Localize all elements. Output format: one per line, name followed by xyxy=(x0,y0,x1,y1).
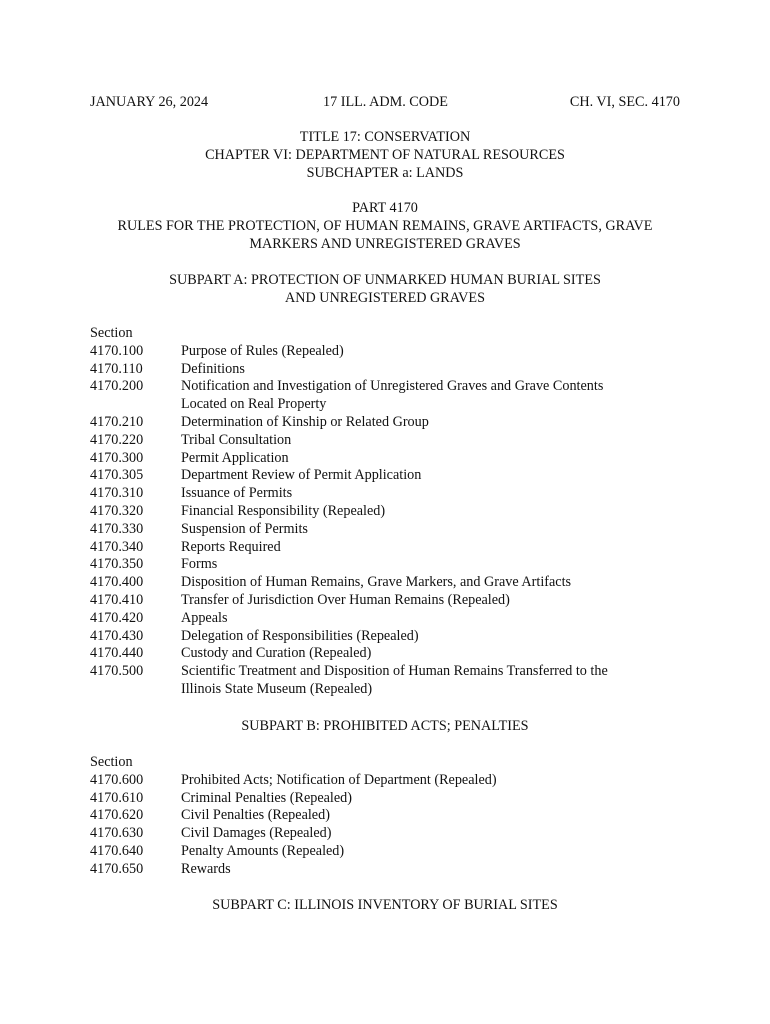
section-title: Suspension of Permits xyxy=(181,520,308,537)
section-title: Penalty Amounts (Repealed) xyxy=(181,842,345,859)
section-number: 4170.440 xyxy=(90,645,144,662)
section-entry xyxy=(90,825,680,843)
section-number: 4170.610 xyxy=(90,789,144,806)
part-heading xyxy=(80,200,690,253)
title-line: TITLE 17: CONSERVATION xyxy=(299,129,471,145)
section-number: 4170.350 xyxy=(90,556,144,573)
section-entry xyxy=(90,503,680,521)
section-number: 4170.640 xyxy=(90,842,144,859)
subchapter-line: SUBCHAPTER a: LANDS xyxy=(306,164,464,181)
section-number: 4170.320 xyxy=(90,502,144,519)
section-label: Section xyxy=(90,754,133,770)
section-number: 4170.110 xyxy=(90,360,143,377)
section-entry xyxy=(90,450,680,468)
section-number: 4170.500 xyxy=(90,663,144,680)
section-entry xyxy=(90,467,680,485)
section-number: 4170.420 xyxy=(90,609,144,626)
section-entry xyxy=(90,592,680,610)
section-entry xyxy=(90,361,680,379)
section-entry xyxy=(90,861,680,879)
section-number: 4170.410 xyxy=(90,591,144,608)
section-title: Criminal Penalties (Repealed) xyxy=(181,789,352,806)
section-title: Prohibited Acts; Notification of Department (Repealed) xyxy=(181,771,497,788)
subpart-c-heading-line: SUBPART C: ILLINOIS INVENTORY OF BURIAL SITES xyxy=(212,897,558,913)
part-title-line-2: MARKERS AND UNREGISTERED GRAVES xyxy=(249,235,521,252)
section-title: Notification and Investigation of Unregistered Graves and Grave Contents Located on Real Property xyxy=(181,378,604,413)
section-title: Transfer of Jurisdiction Over Human Remains (Repealed) xyxy=(181,591,510,608)
section-number: 4170.220 xyxy=(90,431,144,448)
section-title: Issuance of Permits xyxy=(181,485,293,502)
subpart-a-heading-line-1: SUBPART A: PROTECTION OF UNMARKED HUMAN BURIAL SITES xyxy=(169,272,601,288)
section-entry xyxy=(90,574,680,592)
section-title: Civil Damages (Repealed) xyxy=(181,825,332,842)
title-block xyxy=(80,129,690,182)
section-number: 4170.200 xyxy=(90,378,144,395)
running-header xyxy=(90,93,680,111)
section-entry xyxy=(90,663,680,699)
section-number: 4170.630 xyxy=(90,825,144,842)
section-number: 4170.330 xyxy=(90,520,144,537)
header-section: CH. VI, SEC. 4170 xyxy=(569,94,680,110)
section-entry xyxy=(90,645,680,663)
section-entry xyxy=(90,772,680,790)
section-number: 4170.305 xyxy=(90,467,144,484)
subpart-c-heading xyxy=(80,897,690,915)
section-entry xyxy=(90,610,680,628)
section-number: 4170.210 xyxy=(90,413,144,430)
section-entry xyxy=(90,343,680,361)
section-title: Determination of Kinship or Related Group xyxy=(181,413,429,430)
section-entry xyxy=(90,432,680,450)
section-number: 4170.300 xyxy=(90,449,144,466)
subpart-b-heading xyxy=(80,718,690,736)
section-title: Rewards xyxy=(181,860,231,877)
section-title: Department Review of Permit Application xyxy=(181,467,422,484)
section-title: Definitions xyxy=(181,360,245,377)
header-date: JANUARY 26, 2024 xyxy=(90,94,209,110)
section-entry xyxy=(90,485,680,503)
section-title: Disposition of Human Remains, Grave Markers, and Grave Artifacts xyxy=(181,574,572,591)
section-number: 4170.340 xyxy=(90,538,144,555)
section-number: 4170.100 xyxy=(90,342,144,359)
section-title: Delegation of Responsibilities (Repealed) xyxy=(181,627,419,644)
section-title: Purpose of Rules (Repealed) xyxy=(181,342,344,359)
chapter-line: CHAPTER VI: DEPARTMENT OF NATURAL RESOURCES xyxy=(205,146,565,163)
section-title: Reports Required xyxy=(181,538,281,555)
section-entry xyxy=(90,807,680,825)
section-number: 4170.400 xyxy=(90,574,144,591)
section-number: 4170.620 xyxy=(90,807,144,824)
section-number: 4170.430 xyxy=(90,627,144,644)
section-entry xyxy=(90,790,680,808)
section-number: 4170.650 xyxy=(90,860,144,877)
section-title: Scientific Treatment and Disposition of Human Remains Transferred to the Illinois State Museum (Repealed) xyxy=(181,663,608,697)
section-label: Section xyxy=(90,325,133,341)
section-title: Tribal Consultation xyxy=(181,431,292,448)
section-entry xyxy=(90,539,680,557)
section-entry xyxy=(90,378,680,414)
section-entry xyxy=(90,521,680,539)
section-title: Forms xyxy=(181,556,218,573)
section-title: Appeals xyxy=(181,609,228,626)
subpart-a-section-list xyxy=(90,325,680,699)
subpart-a-heading-line-2: AND UNREGISTERED GRAVES xyxy=(285,289,485,306)
section-entry xyxy=(90,556,680,574)
part-title-line-1: RULES FOR THE PROTECTION, OF HUMAN REMAINS, GRAVE ARTIFACTS, GRAVE xyxy=(117,217,653,234)
header-code: 17 ILL. ADM. CODE xyxy=(323,94,448,110)
section-entry xyxy=(90,843,680,861)
subpart-b-section-list xyxy=(90,754,680,879)
section-number: 4170.310 xyxy=(90,485,144,502)
subpart-b-heading-line: SUBPART B: PROHIBITED ACTS; PENALTIES xyxy=(241,718,529,734)
section-title: Financial Responsibility (Repealed) xyxy=(181,502,386,519)
part-number: PART 4170 xyxy=(352,200,418,216)
section-number: 4170.600 xyxy=(90,771,144,788)
subpart-a-heading xyxy=(80,272,690,308)
section-entry xyxy=(90,414,680,432)
section-entry xyxy=(90,628,680,646)
section-title: Custody and Curation (Repealed) xyxy=(181,645,372,662)
section-title: Civil Penalties (Repealed) xyxy=(181,807,330,824)
section-title: Permit Application xyxy=(181,449,289,466)
